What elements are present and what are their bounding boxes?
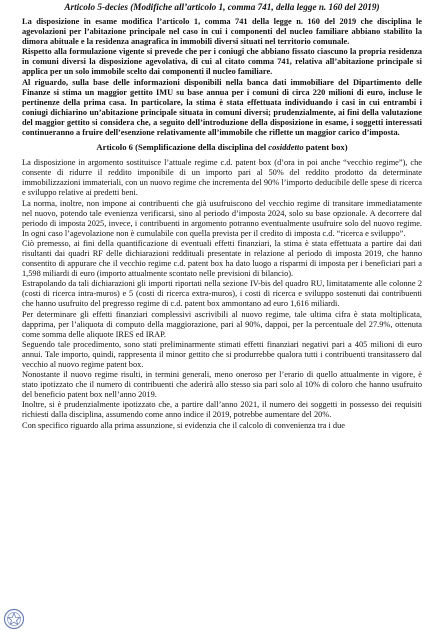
paragraph: La disposizione in argomento sostituisce l’attuale regime c.d. patent box (d’ora in poi anche “vecchio regime”), che consente di ridurre il reddito imponibile di un importo pari al 50% del reddito prodotto da determinate immobilizzazioni immateriali, con un nuovo regime che incrementa del 90% l’importo deducibile delle spese di ricerca e sviluppo relative ai predetti beni. [22, 158, 422, 198]
article-6-body [22, 158, 422, 431]
article-6-heading-suffix: patent box) [303, 142, 348, 153]
article-5-decies-heading: Articolo 5-decies (Modifiche all’articolo 1, comma 741, della legge n. 160 del 2019) [64, 2, 380, 12]
paragraph: Con specifico riguardo alla prima assunzione, si evidenzia che il calcolo di convenienza tra i due [22, 420, 345, 430]
paragraph: Seguendo tale procedimento, sono stati preliminarmente stimati effetti finanziari negativi pari a 405 milioni di euro annui. Tale importo, quindi, rappresenta il minor gettito che si produrrebbe qualora tutti i contribuenti transitassero dal vecchio al nuovo regime patent box. [22, 339, 422, 369]
paragraph: Inoltre, si è prudenzialmente ipotizzato che, a partire dall’anno 2021, il numero dei soggetti in possesso dei requisiti richiesti dalla disciplina, assumendo come anno indice il 2019, potrebbe aumentare del 20%. [22, 400, 422, 420]
emblem-logo-icon [3, 608, 25, 630]
article-6-heading-prefix: Articolo 6 (Semplificazione della disciplina del [96, 142, 269, 153]
article-6-heading [22, 142, 422, 153]
paragraph: La disposizione in esame modifica l’articolo 1, comma 741 della legge n. 160 del 2019 che disciplina le agevolazioni per l’abitazione principale nel caso in cui i componenti del nucleo familiare abbiano stabilito la dimora abituale e la residenza anagrafica in immobili diversi situati nel territorio comunale. [22, 17, 422, 47]
article-6-heading-italic: cosiddetto [268, 142, 304, 153]
paragraph: Al riguardo, sulla base delle informazioni disponibili nella banca dati immobiliare del Dipartimento delle Finanze si stima un maggior gettito IMU su base annua per i comuni di circa 220 milioni di euro, incluse le pertinenze della prima casa. In particolare, la stima è stata effettuata individuando i casi in cui entrambi i coniugi dichiarino un’abitazione principale situata in comuni diversi; prudenzialmente, ai fini della valutazione del maggior gettito si considera che, a seguito dell’introduzione della disposizione in esame, i soggetti interessati continueranno a fruire dell’esenzione relativamente all’immobile che riflette un maggior carico d’imposta. [22, 77, 422, 138]
article-5-decies-body [22, 17, 422, 138]
paragraph: Estrapolando da tali dichiarazioni gli importi riportati nella sezione IV-bis del quadro RU, limitatamente alle colonne 2 (costi di ricerca intra-muros) e 5 (costi di ricerca extra-muros), i costi di ricerca e sviluppo sostenuti dai contribuenti che hanno usufruito del pregresso regime di c.d. patent box ammontano ad euro 1,616 miliardi. [22, 279, 422, 309]
paragraph: Ciò premesso, ai fini della quantificazione di eventuali effetti finanziari, la stima è stata effettuata a partire dai dati risultanti dai quadri RF delle dichiarazioni reddituali presentate in relazione al periodo di imposta 2019, che hanno consentito di appurare che il vecchio regime c.d. patent box ha dato luogo a risparmi di imposta per i beneficiari pari a 1,598 miliardi di euro (importo attualmente scontato nelle previsioni di bilancio). [22, 238, 422, 279]
paragraph: La norma, inoltre, non impone ai contribuenti che già usufruiscono del vecchio regime di transitare immediatamente nel nuovo, potendo tale evenienza verificarsi, sino al periodo d’imposta 2024, solo su base opzionale. A decorrere dal periodo di imposta 2025, invece, i contribuenti in argomento potranno eventualmente usufruire solo del nuovo regime. In ogni caso l’agevolazione non è cumulabile con quella prevista per il credito di imposta c.d. “ricerca e sviluppo”. [22, 198, 422, 238]
paragraph: Nonostante il nuovo regime risulti, in termini generali, meno oneroso per l’erario di quello attualmente in vigore, è stato ipotizzato che il numero di contribuenti che aderirà allo stesso sia pari solo al 10% di coloro che hanno usufruito del beneficio patent box nell’anno 2019. [22, 370, 422, 400]
paragraph: Rispetto alla formulazione vigente si prevede che per i coniugi che abbiano fissato ciascuno la propria residenza in comuni diversi la disposizione agevolativa, di cui al citato comma 741, relativa all’abitazione principale si applica per un solo immobile scelto dai componenti il nucleo familiare. [22, 47, 422, 77]
paragraph: Per determinare gli effetti finanziari complessivi ascrivibili al nuovo regime, tale ultima cifra è stata moltiplicata, dapprima, per l’aliquota di computo della maggiorazione, pari al 90%, dappoi, per la percentuale del 27.9%, ottenuta come somma delle aliquote IRES ed IRAP. [22, 309, 422, 339]
